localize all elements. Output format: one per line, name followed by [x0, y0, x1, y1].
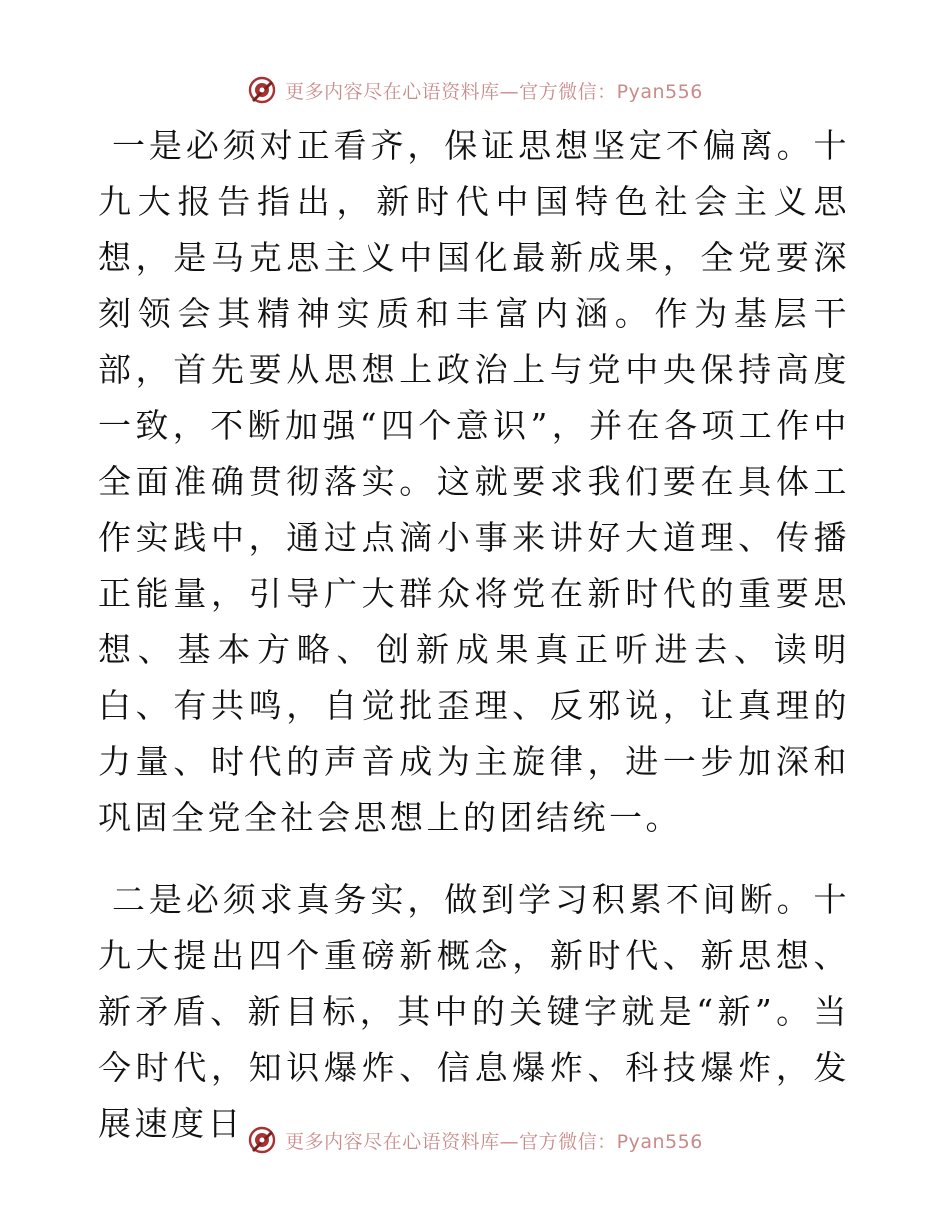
- document-body: [98, 118, 850, 1152]
- watermark-text: 更多内容尽在心语资料库—官方微信：Pyan556: [285, 1130, 703, 1153]
- paragraph-1: 一是必须对正看齐，保证思想坚定不偏离。十九大报告指出，新时代中国特色社会主义思想，是马克思主义中国化最新成果，全党要深刻领会其精神实质和丰富内涵。作为基层干部，首先要从思想上政治上与党中央保持高度一致，不断加强“四个意识”，并在各项工作中全面准确贯彻落实。这就要求我们要在具体工作实践中，通过点滴小事来讲好大道理、传播正能量，引导广大群众将党在新时代的重要思想、基本方略、创新成果真正听进去、读明白、有共鸣，自觉批歪理、反邪说，让真理的力量、时代的声音成为主旋律，进一步加深和巩固全党全社会思想上的团结统一。: [98, 126, 850, 837]
- pen-circle-logo-icon: [247, 75, 277, 105]
- pen-circle-logo-icon: [247, 1125, 277, 1155]
- header-watermark: [0, 70, 950, 110]
- footer-watermark: [0, 1120, 950, 1160]
- paragraph-2: 二是必须求真务实，做到学习积累不间断。十九大提出四个重磅新概念，新时代、新思想、新矛盾、新目标，其中的关键字就是“新”。当今时代，知识爆炸、信息爆炸、科技爆炸，发展速度日: [98, 880, 850, 1143]
- watermark-text: 更多内容尽在心语资料库—官方微信：Pyan556: [285, 80, 703, 103]
